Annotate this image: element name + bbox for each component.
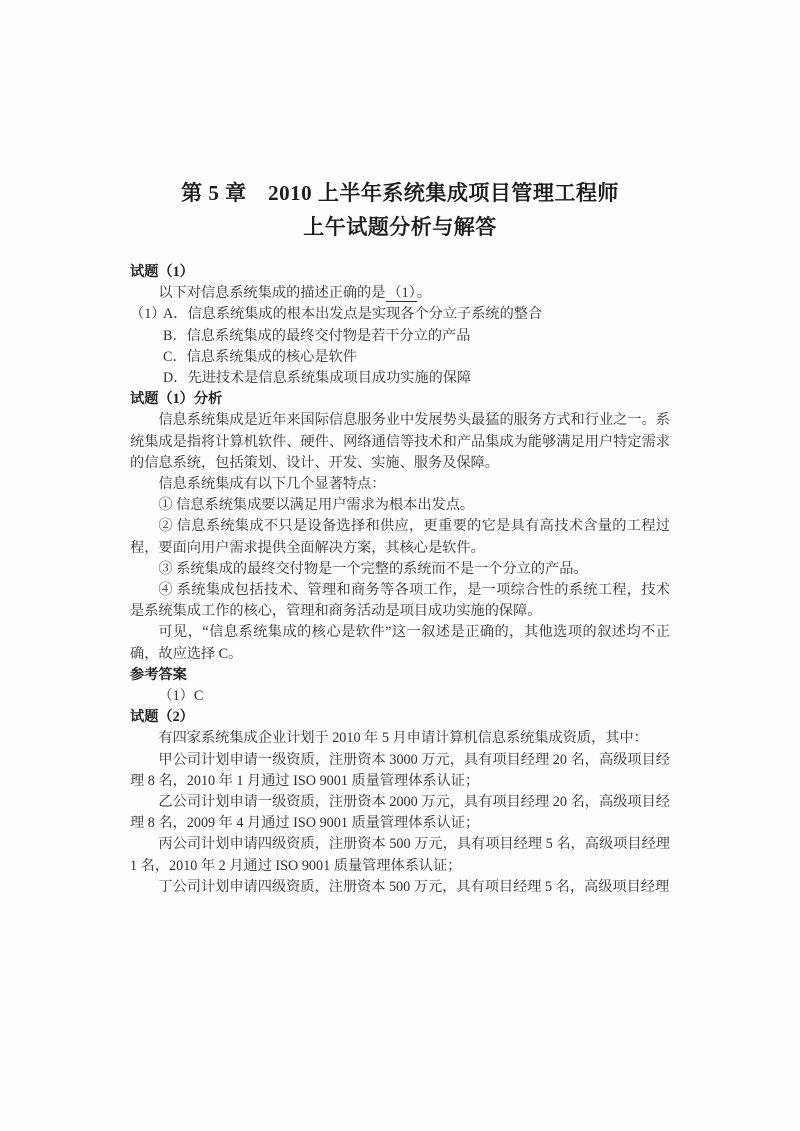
option-text: 信息系统集成的核心是软件	[186, 348, 357, 365]
option-letter: D．	[163, 370, 188, 387]
analysis-list-item-1: ① 信息系统集成要以满足用户需求为根本出发点。	[158, 497, 475, 514]
question1-stem	[130, 283, 670, 304]
document-body	[130, 262, 670, 898]
question2-heading: 试题（2）	[130, 709, 194, 726]
answer-value: （1）C	[158, 688, 204, 705]
option-letter: A．	[163, 306, 188, 323]
answer-heading: 参考答案	[130, 666, 187, 683]
stem-period: 。	[416, 285, 431, 302]
option-text: 信息系统集成的根本出发点是实现各个分立子系统的整合	[187, 306, 543, 323]
analysis-list-item-3: ③ 系统集成的最终交付物是一个完整的系统而不是一个分立的产品。	[158, 560, 588, 577]
option-row-d	[130, 368, 670, 389]
question2-company-ding: 丁公司计划申请四级资质，注册资本 500 万元，具有项目经理 5 名，高级项目经理	[158, 878, 670, 895]
question1-heading: 试题（1）	[130, 264, 194, 280]
question1-analysis-heading: 试题（1）分析	[130, 391, 223, 408]
analysis-list-item-2: ② 信息系统集成不只是设备选择和供应，更重要的它是具有高技术含量的工程过程，要面向用户需求提供全面解决方案，其核心是软件。	[130, 518, 670, 556]
analysis-list-item-4: ④ 系统集成包括技术、管理和商务等各项工作，是一项综合性的系统工程，技术是系统集成工作的核心，管理和商务活动是项目成功实施的保障。	[130, 582, 670, 620]
option-text: 信息系统集成的最终交付物是若干分立的产品	[186, 327, 471, 344]
question2-company-yi: 乙公司计划申请一级资质，注册资本 2000 万元，具有项目经理 20 名，高级项目经理 8 名，2009 年 4 月通过 ISO 9001 质量管理体系认证；	[130, 794, 670, 832]
chapter-title	[130, 176, 670, 244]
title-body-divider	[130, 244, 670, 262]
stem-text: 以下对信息系统集成的描述正确的是	[158, 285, 386, 302]
option-letter: C．	[163, 348, 187, 365]
question2-intro: 有四家系统集成企业计划于 2010 年 5 月申请计算机信息系统集成资质，其中：	[158, 730, 648, 747]
analysis-conclusion: 可见，“信息系统集成的核心是软件”这一叙述是正确的，其他选项的叙述均不正确，故应选择 C。	[130, 624, 670, 662]
chapter-title-line1: 第 5 章 2010 上半年系统集成项目管理工程师	[181, 181, 619, 205]
question2-company-jia: 甲公司计划申请一级资质，注册资本 3000 万元，具有项目经理 20 名，高级项目经理 8 名，2010 年 1 月通过 ISO 9001 质量管理体系认证；	[130, 751, 670, 789]
option-row-c	[130, 347, 670, 368]
question2-company-bing: 丙公司计划申请四级资质，注册资本 500 万元，具有项目经理 5 名，高级项目经理 1 名，2010 年 2 月通过 ISO 9001 质量管理体系认证；	[130, 836, 670, 874]
stem-blank: （1）	[387, 285, 416, 302]
option-letter: B．	[163, 327, 187, 344]
option-row-a	[130, 304, 670, 325]
option-question-number: （1）	[130, 306, 166, 323]
chapter-title-line2: 上午试题分析与解答	[303, 215, 497, 239]
option-row-b	[130, 326, 670, 347]
analysis-paragraph: 信息系统集成有以下几个显著特点：	[158, 476, 386, 493]
analysis-paragraph: 信息系统集成是近年来国际信息服务业中发展势头最猛的服务方式和行业之一。系统集成是指将计算机软件、硬件、网络通信等技术和产品集成为能够满足用户特定需求的信息系统，包括策划、设计、开发、实施、服务及保障。	[130, 412, 670, 471]
option-text: 先进技术是信息系统集成项目成功实施的保障	[187, 370, 472, 387]
